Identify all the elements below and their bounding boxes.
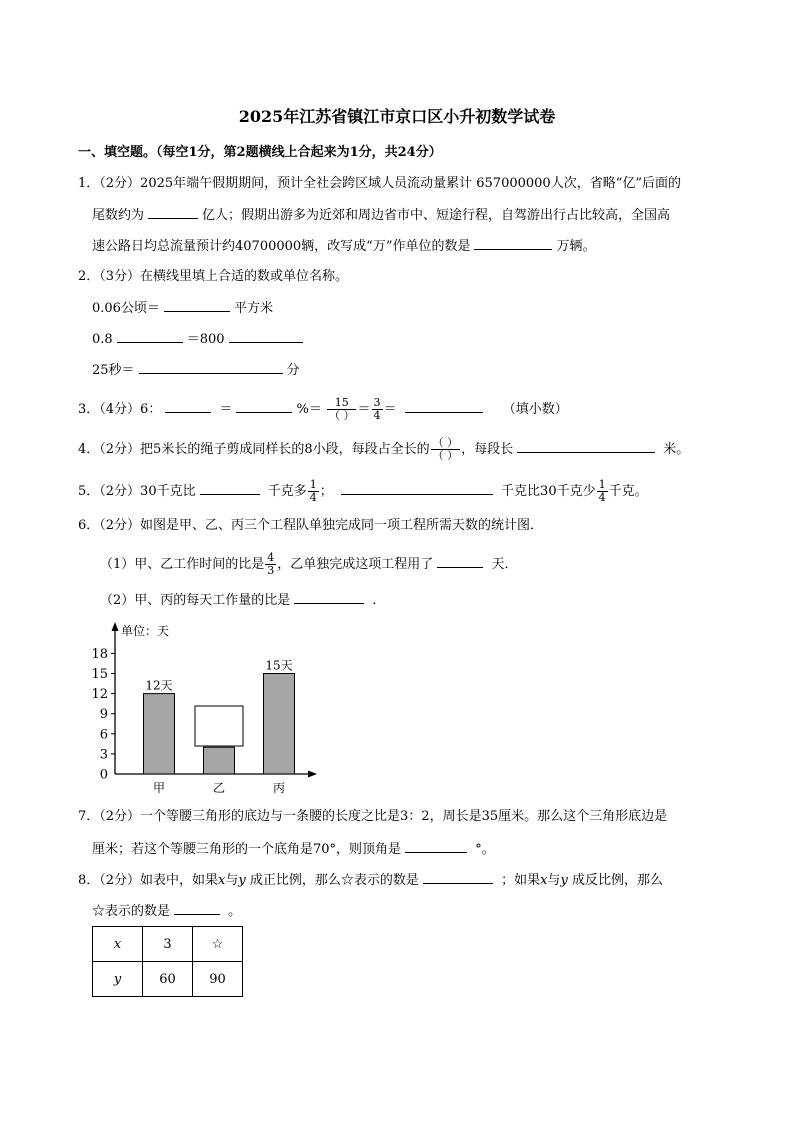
q8-line1 <box>78 871 663 890</box>
q8-line2 <box>92 902 241 921</box>
answer-blank[interactable] <box>341 482 493 495</box>
answer-blank[interactable] <box>517 440 655 453</box>
q5-text: ； <box>319 484 333 499</box>
fraction-denominator: 4 <box>598 491 606 504</box>
answer-blank[interactable] <box>200 482 260 495</box>
answer-blank[interactable] <box>148 206 198 219</box>
fraction <box>327 397 357 422</box>
table-cell: ☆ <box>193 927 243 962</box>
fraction[interactable] <box>431 437 461 462</box>
fraction-denominator[interactable]: （ ） <box>328 409 355 422</box>
q1-text: 万辆。 <box>556 239 596 254</box>
fraction <box>372 397 383 422</box>
q2-text: 25秒＝ <box>92 363 135 378</box>
fraction-denominator: 3 <box>267 564 275 577</box>
q8-text: 与 <box>225 873 239 888</box>
fraction-numerator: 4 <box>267 551 275 564</box>
q6-sub2 <box>100 591 385 610</box>
fraction <box>308 479 319 504</box>
answer-blank[interactable] <box>294 591 364 604</box>
table-cell: 3 <box>143 927 193 962</box>
fraction-numerator: 1 <box>309 478 317 491</box>
var-y: y <box>238 873 246 888</box>
x-tick-label: 甲 <box>152 781 166 795</box>
q5-text: 千克。 <box>608 484 648 499</box>
q5-line <box>78 478 648 506</box>
fraction-numerator: 1 <box>598 478 606 491</box>
q8-text: 成正比例，那么☆表示的数是 <box>249 873 419 888</box>
var-x: x <box>218 873 226 888</box>
y-tick-label: 3 <box>99 747 108 763</box>
paper-title: 2025年江苏省镇江市京口区小升初数学试卷 <box>238 107 556 126</box>
q8-text: 与 <box>547 873 561 888</box>
answer-blank[interactable] <box>174 902 220 915</box>
q2-text: ＝800 <box>186 332 225 347</box>
answer-blank[interactable] <box>474 237 552 250</box>
q4-line <box>78 436 689 464</box>
q6-stem: 6．（2分）如图是甲、乙、丙三个工程队单独完成同一项工程所需天数的统计图． <box>78 518 544 533</box>
q5-text: 5．（2分）30千克比 <box>78 484 196 499</box>
q8-text: ☆表示的数是 <box>92 904 171 919</box>
table-row <box>93 962 243 997</box>
q2-text: 分 <box>286 363 300 378</box>
q8-text: 。 <box>228 904 242 919</box>
q6-text: ，乙单独完成这项工程用了 <box>277 557 434 572</box>
q7-line1: 7．（2分）一个等腰三角形的底边与一条腰的长度之比是3：2，周长是35厘米。那么这个三角形底边是 <box>78 809 668 824</box>
q1-text: 速公路日均总流量预计约40700000辆，改写成“万”作单位的数是 <box>92 239 471 254</box>
q1-line2 <box>92 206 670 225</box>
y-tick-label: 0 <box>99 767 108 783</box>
table-cell: 90 <box>193 962 243 997</box>
x-axis-arrow-icon <box>308 771 317 778</box>
var-y: y <box>560 873 568 888</box>
y-tick-label: 12 <box>91 687 108 703</box>
bar <box>144 694 175 774</box>
q6-text: ． <box>372 593 386 608</box>
answer-blank[interactable] <box>117 330 183 343</box>
q7-text: 厘米；若这个等腰三角形的一个底角是70°，则顶角是 <box>92 842 402 857</box>
q6-text: （2）甲、丙的每天工作量的比是 <box>100 593 291 608</box>
q4-text: ，每段长 <box>461 442 514 457</box>
q7-line2 <box>92 840 495 859</box>
data-label: 15天 <box>265 658 293 673</box>
q5-text: 千克比30千克少 <box>501 484 596 499</box>
answer-blank[interactable] <box>437 555 483 568</box>
q8-text: 8．（2分）如表中，如果 <box>78 873 219 888</box>
q4-text: 米。 <box>663 442 690 457</box>
q3-text: ＝ <box>357 402 371 417</box>
q6-text: （1）甲、乙工作时间的比是 <box>100 557 265 572</box>
fraction-denominator: 4 <box>373 409 381 422</box>
bar <box>264 674 295 775</box>
q7-text: °。 <box>475 842 495 857</box>
answer-blank[interactable] <box>164 299 230 312</box>
var-x: x <box>540 873 548 888</box>
fraction-numerator[interactable]: （ ） <box>432 436 459 449</box>
q6-sub1 <box>100 551 517 579</box>
fraction-denominator[interactable]: （ ） <box>432 449 459 462</box>
q3-note: （填小数） <box>502 402 568 417</box>
q2-text: 0.06公顷＝ <box>92 301 160 316</box>
proportion-table <box>92 926 243 997</box>
y-axis-arrow-icon <box>112 622 119 631</box>
fraction <box>265 552 276 577</box>
q6-text: 天． <box>491 557 518 572</box>
q1-line1: 1．（2分）2025年端午假期期间，预计全社会跨区域人员流动量累计 657000000人次，省略“亿”后面的 <box>78 176 681 191</box>
table-cell: x <box>93 927 143 962</box>
y-tick-label: 9 <box>99 707 108 723</box>
q2-item-a <box>92 299 273 318</box>
q8-text: ；如果 <box>501 873 541 888</box>
q3-text: ＝ <box>383 402 397 417</box>
q5-text: 千克多 <box>267 484 307 499</box>
q3-text: ＝ <box>219 402 233 417</box>
answer-blank[interactable] <box>423 871 493 884</box>
table-cell: y <box>93 962 143 997</box>
fraction <box>597 479 608 504</box>
bar-chart <box>85 620 325 800</box>
answer-blank[interactable] <box>229 330 303 343</box>
answer-blank[interactable] <box>405 400 483 413</box>
q2-item-b <box>92 330 307 349</box>
y-tick-label: 15 <box>91 667 108 682</box>
q1-line3 <box>92 237 595 256</box>
q2-text: 0.8 <box>92 332 113 347</box>
answer-blank[interactable] <box>236 400 292 413</box>
unit-label: 单位：天 <box>121 624 170 638</box>
y-tick-label: 6 <box>99 727 108 743</box>
q1-text: 尾数约为 <box>92 208 145 223</box>
q3-text: %＝ <box>296 402 322 417</box>
answer-blank[interactable] <box>405 840 467 853</box>
q8-text: 成反比例，那么 <box>571 873 663 888</box>
q2-item-c <box>92 361 300 380</box>
q2-stem: 2．（3分）在横线里填上合适的数或单位名称。 <box>78 269 349 284</box>
x-tick-label: 丙 <box>272 781 286 795</box>
fraction-denominator: 4 <box>309 491 317 504</box>
fraction-numerator: 3 <box>373 396 381 409</box>
q1-text: 亿人；假期出游多为近郊和周边省市中、短途行程，自驾游出行占比较高，全国高 <box>202 208 671 223</box>
q3-line <box>78 396 568 424</box>
data-label: 12天 <box>145 678 173 693</box>
answer-blank[interactable] <box>139 361 283 374</box>
table-cell: 60 <box>143 962 193 997</box>
answer-blank[interactable] <box>165 400 211 413</box>
fraction-numerator: 15 <box>327 397 357 410</box>
y-tick-label: 18 <box>91 646 108 662</box>
q4-text: 4．（2分）把5米长的绳子剪成同样长的8小段，每段占全长的 <box>78 442 430 457</box>
section-heading: 一、填空题。（每空1分，第2题横线上合起来为1分，共24分） <box>78 145 442 160</box>
bar <box>204 747 235 774</box>
q2-text: 平方米 <box>233 301 273 316</box>
answer-box <box>195 706 243 746</box>
x-tick-label: 乙 <box>212 781 226 795</box>
q3-text: 3．（4分）6： <box>78 402 162 417</box>
table-row <box>93 927 243 962</box>
